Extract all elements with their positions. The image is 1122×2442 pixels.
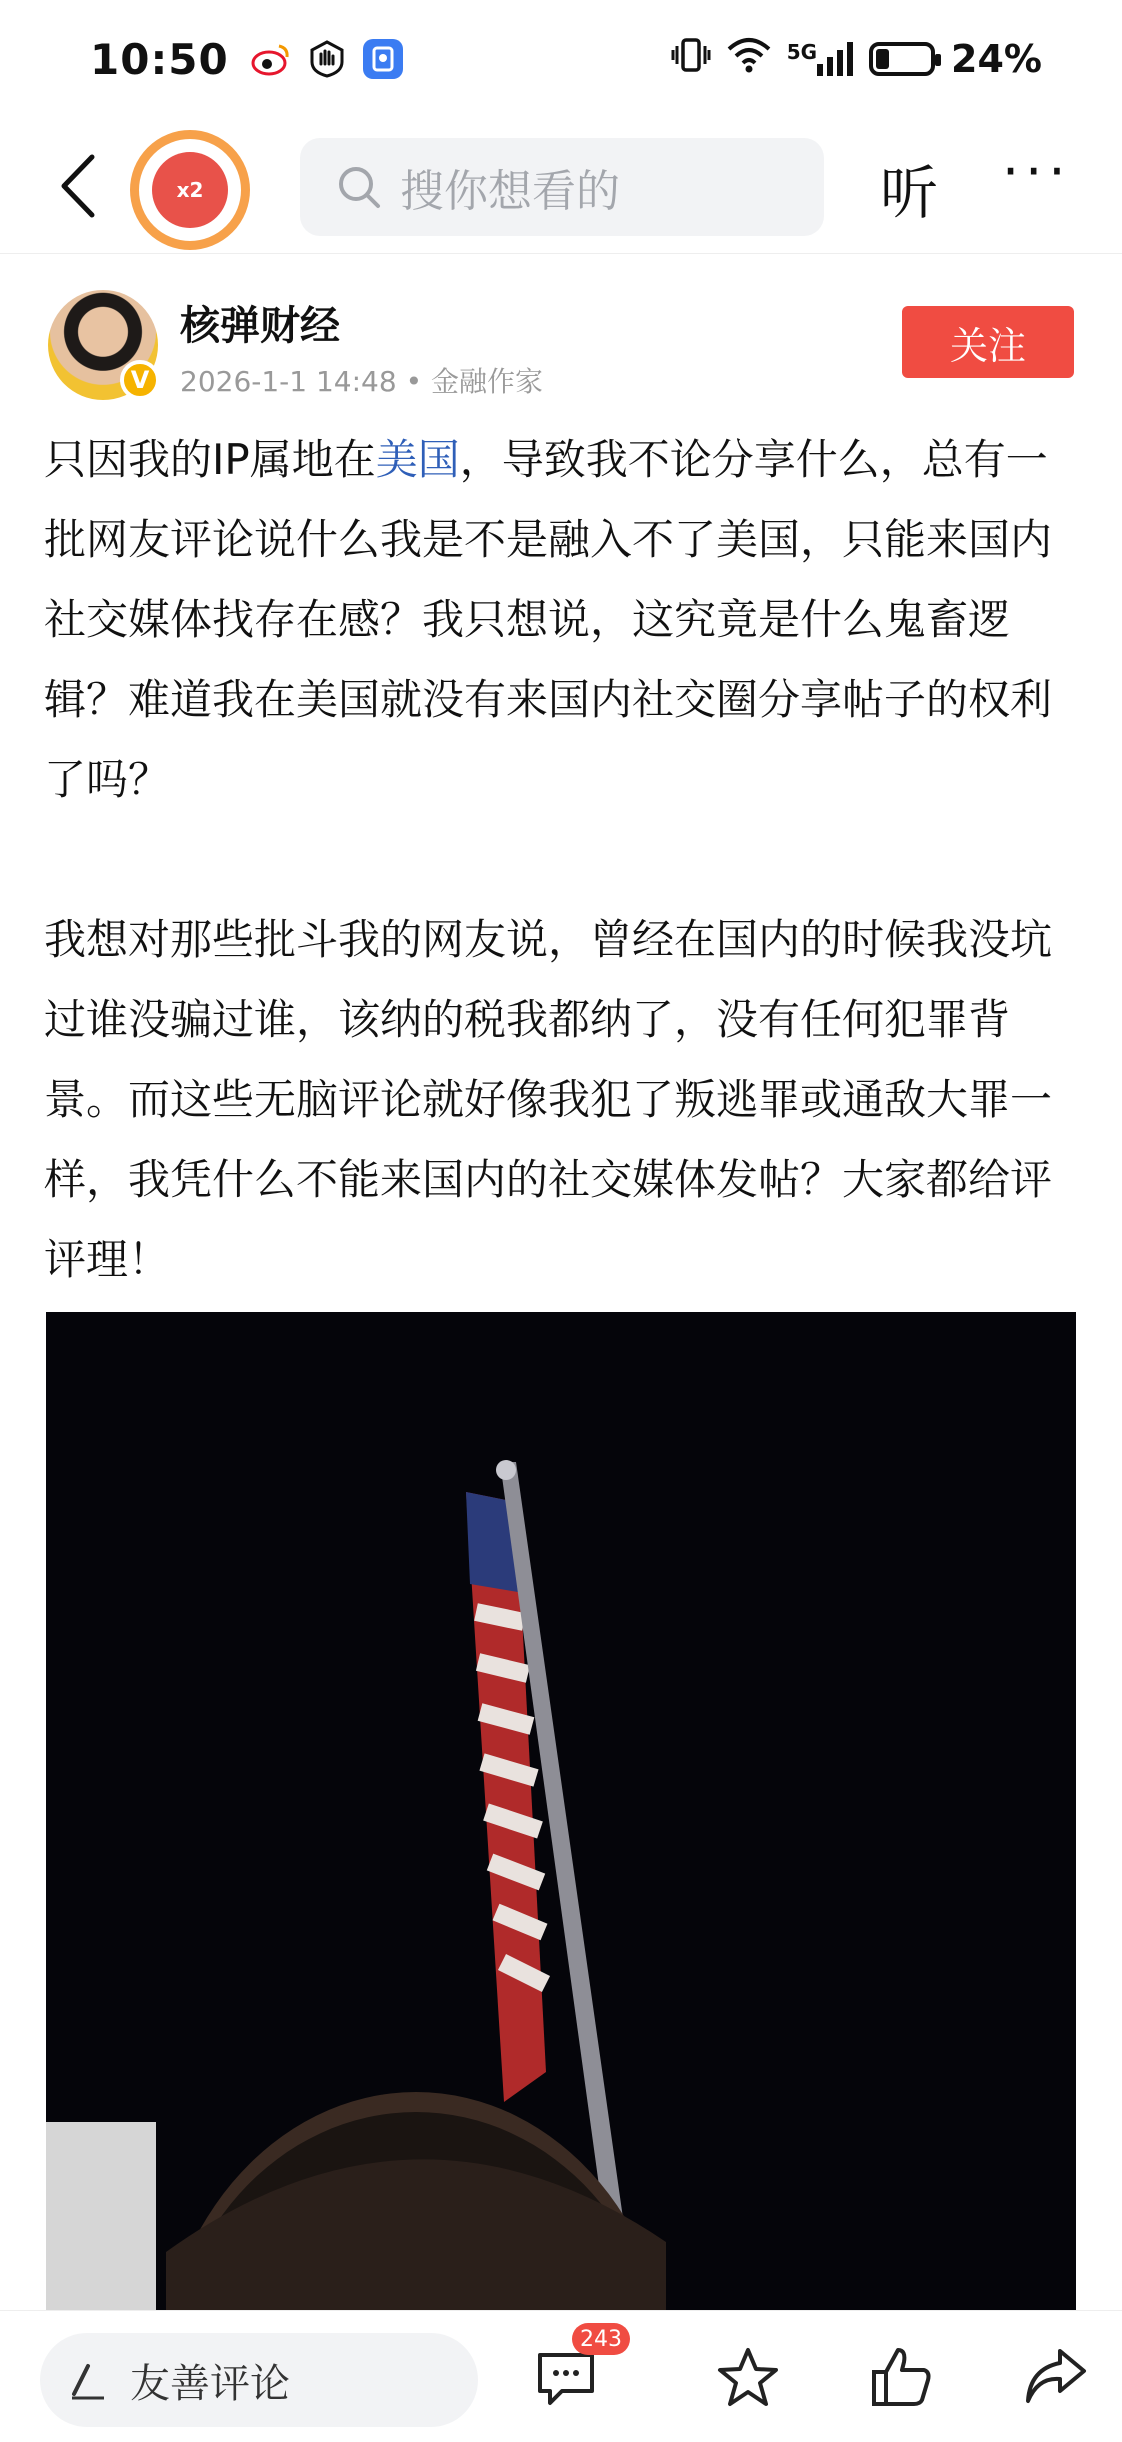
hand-shield-icon: [307, 39, 347, 79]
vibrate-icon: [671, 36, 711, 83]
comment-placeholder: 友善评论: [130, 2360, 290, 2407]
post-paragraph-2: 我想对那些批斗我的网友说，曾经在国内的时候我没坑过谁没骗过谁，该纳的税我都纳了，没有任何犯罪背景。而这些无脑评论就好像我犯了叛逃罪或通敌大罪一样，我凭什么不能来国内的社交媒体发帖？大家都给评评理！: [44, 915, 1053, 1284]
verified-icon: V: [120, 360, 160, 400]
post-body: [44, 420, 1084, 1300]
thumbs-up-icon: [870, 2346, 934, 2408]
battery-icon: [869, 42, 935, 76]
flag-night-photo: [46, 1312, 1076, 2310]
author-title: 金融作家: [431, 365, 544, 398]
listen-button[interactable]: 听: [880, 159, 939, 227]
chevron-left-icon: [58, 153, 98, 219]
star-icon: [716, 2346, 780, 2408]
author-meta: [180, 360, 543, 400]
more-menu-button[interactable]: ···: [1002, 140, 1072, 203]
share-icon: [1024, 2347, 1088, 2407]
battery-level: [876, 49, 889, 69]
app-badge-icon: [363, 39, 403, 79]
signal-icon: 5G: [787, 42, 853, 76]
pen-icon: [68, 2360, 108, 2400]
search-input[interactable]: [300, 138, 824, 236]
status-right: [671, 36, 1042, 83]
follow-button[interactable]: 关注: [902, 306, 1074, 378]
weibo-icon: [251, 39, 291, 79]
bottom-action-bar: [0, 2310, 1122, 2442]
comment-input[interactable]: [40, 2333, 478, 2427]
share-button[interactable]: [1020, 2341, 1092, 2413]
battery-percent: 24%: [951, 37, 1042, 81]
search-placeholder: 搜你想看的: [400, 166, 620, 217]
author-name[interactable]: 核弹财经: [180, 303, 340, 349]
favorite-button[interactable]: [712, 2341, 784, 2413]
status-bar: [0, 0, 1122, 118]
author-row: [48, 290, 1074, 410]
topic-link[interactable]: 美国: [375, 435, 460, 484]
reward-coin-button[interactable]: [130, 130, 250, 250]
post-paragraph-1: 只因我的IP属地在美国，导致我不论分享什么，总有一批网友评论说什么我是不是融入不了美国，只能来国内社交媒体找存在感？我只想说，这究竟是什么鬼畜逻辑？难道我在美国就没有来国内社交圈分享帖子的权利了吗？: [44, 435, 1053, 804]
comment-bubble-icon: [534, 2347, 598, 2407]
wifi-icon: [727, 37, 771, 82]
meta-separator: •: [405, 365, 423, 398]
top-nav: [0, 118, 1122, 254]
status-app-icons: [251, 39, 403, 79]
post-date: 2026-1-1 14:48: [180, 365, 397, 398]
post-image[interactable]: [46, 1312, 1076, 2310]
back-button[interactable]: [48, 150, 108, 222]
comment-count-badge: 243: [572, 2323, 630, 2355]
red-packet-icon: x2: [152, 152, 228, 228]
status-time: 10:50: [90, 34, 229, 84]
like-button[interactable]: [866, 2341, 938, 2413]
search-icon: [336, 164, 382, 210]
